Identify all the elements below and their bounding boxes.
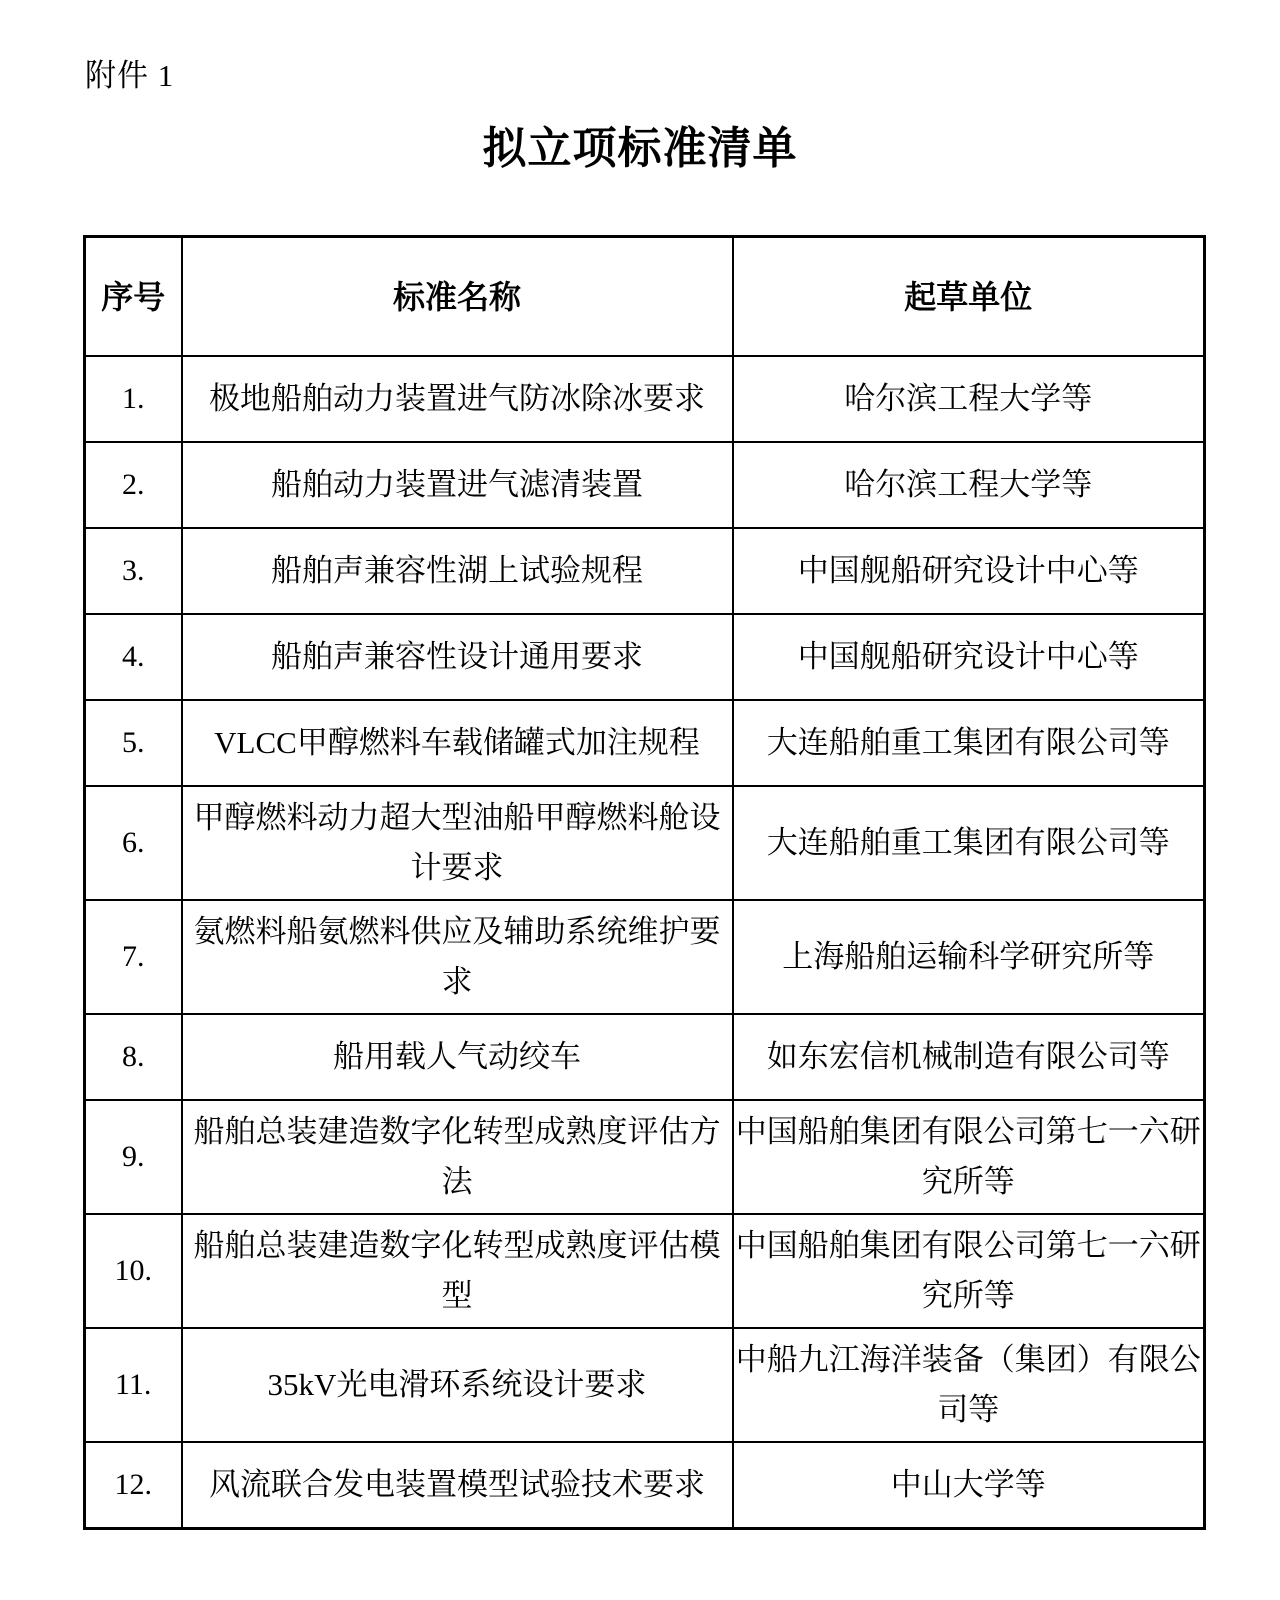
- page-title: 拟立项标准清单: [482, 124, 798, 173]
- drafting-unit-cell: 上海船舶运输科学研究所等: [733, 900, 1205, 1014]
- serial-number-cell: 7.: [85, 900, 182, 1014]
- standard-name-cell: 船舶总装建造数字化转型成熟度评估方法: [182, 1100, 733, 1214]
- drafting-unit-cell: 中国船舶集团有限公司第七一六研究所等: [733, 1100, 1205, 1214]
- header-row: [85, 237, 1205, 357]
- standard-name-cell: 氨燃料船氨燃料供应及辅助系统维护要求: [182, 900, 733, 1014]
- table-row: [85, 786, 1205, 900]
- table-row: [85, 1442, 1205, 1528]
- standard-name-cell: 船舶声兼容性设计通用要求: [182, 614, 733, 700]
- serial-number-cell: 11.: [85, 1328, 182, 1442]
- serial-number-cell: 2.: [85, 442, 182, 528]
- header-serial-number: 序号: [85, 237, 182, 357]
- table-row: [85, 356, 1205, 442]
- serial-number-cell: 6.: [85, 786, 182, 900]
- standard-name-cell: VLCC甲醇燃料车载储罐式加注规程: [182, 700, 733, 786]
- standard-name-cell: 船舶总装建造数字化转型成熟度评估模型: [182, 1214, 733, 1328]
- standards-table-body: [85, 356, 1205, 1528]
- table-row: [85, 700, 1205, 786]
- header-drafting-unit: 起草单位: [733, 237, 1205, 357]
- serial-number-cell: 9.: [85, 1100, 182, 1214]
- drafting-unit-cell: 哈尔滨工程大学等: [733, 442, 1205, 528]
- standard-name-cell: 船用载人气动绞车: [182, 1014, 733, 1100]
- serial-number-cell: 12.: [85, 1442, 182, 1528]
- table-row: [85, 1014, 1205, 1100]
- serial-number-cell: 10.: [85, 1214, 182, 1328]
- standard-name-cell: 风流联合发电装置模型试验技术要求: [182, 1442, 733, 1528]
- drafting-unit-cell: 大连船舶重工集团有限公司等: [733, 700, 1205, 786]
- drafting-unit-cell: 中船九江海洋装备（集团）有限公司等: [733, 1328, 1205, 1442]
- standards-table: [83, 235, 1206, 1530]
- standard-name-cell: 甲醇燃料动力超大型油船甲醇燃料舱设计要求: [182, 786, 733, 900]
- standards-table-header: [85, 237, 1205, 357]
- drafting-unit-cell: 哈尔滨工程大学等: [733, 356, 1205, 442]
- standard-name-cell: 35kV光电滑环系统设计要求: [182, 1328, 733, 1442]
- standard-name-cell: 极地船舶动力装置进气防冰除冰要求: [182, 356, 733, 442]
- serial-number-cell: 5.: [85, 700, 182, 786]
- standard-name-cell: 船舶声兼容性湖上试验规程: [182, 528, 733, 614]
- serial-number-cell: 1.: [85, 356, 182, 442]
- serial-number-cell: 8.: [85, 1014, 182, 1100]
- drafting-unit-cell: 大连船舶重工集团有限公司等: [733, 786, 1205, 900]
- table-row: [85, 528, 1205, 614]
- table-row: [85, 1328, 1205, 1442]
- drafting-unit-cell: 中国舰船研究设计中心等: [733, 614, 1205, 700]
- table-row: [85, 614, 1205, 700]
- drafting-unit-cell: 如东宏信机械制造有限公司等: [733, 1014, 1205, 1100]
- serial-number-cell: 3.: [85, 528, 182, 614]
- table-row: [85, 1100, 1205, 1214]
- serial-number-cell: 4.: [85, 614, 182, 700]
- drafting-unit-cell: 中国舰船研究设计中心等: [733, 528, 1205, 614]
- header-standard-name: 标准名称: [182, 237, 733, 357]
- table-row: [85, 1214, 1205, 1328]
- standard-name-cell: 船舶动力装置进气滤清装置: [182, 442, 733, 528]
- table-row: [85, 442, 1205, 528]
- table-row: [85, 900, 1205, 1014]
- attachment-label: 附件 1: [85, 58, 175, 93]
- drafting-unit-cell: 中国船舶集团有限公司第七一六研究所等: [733, 1214, 1205, 1328]
- drafting-unit-cell: 中山大学等: [733, 1442, 1205, 1528]
